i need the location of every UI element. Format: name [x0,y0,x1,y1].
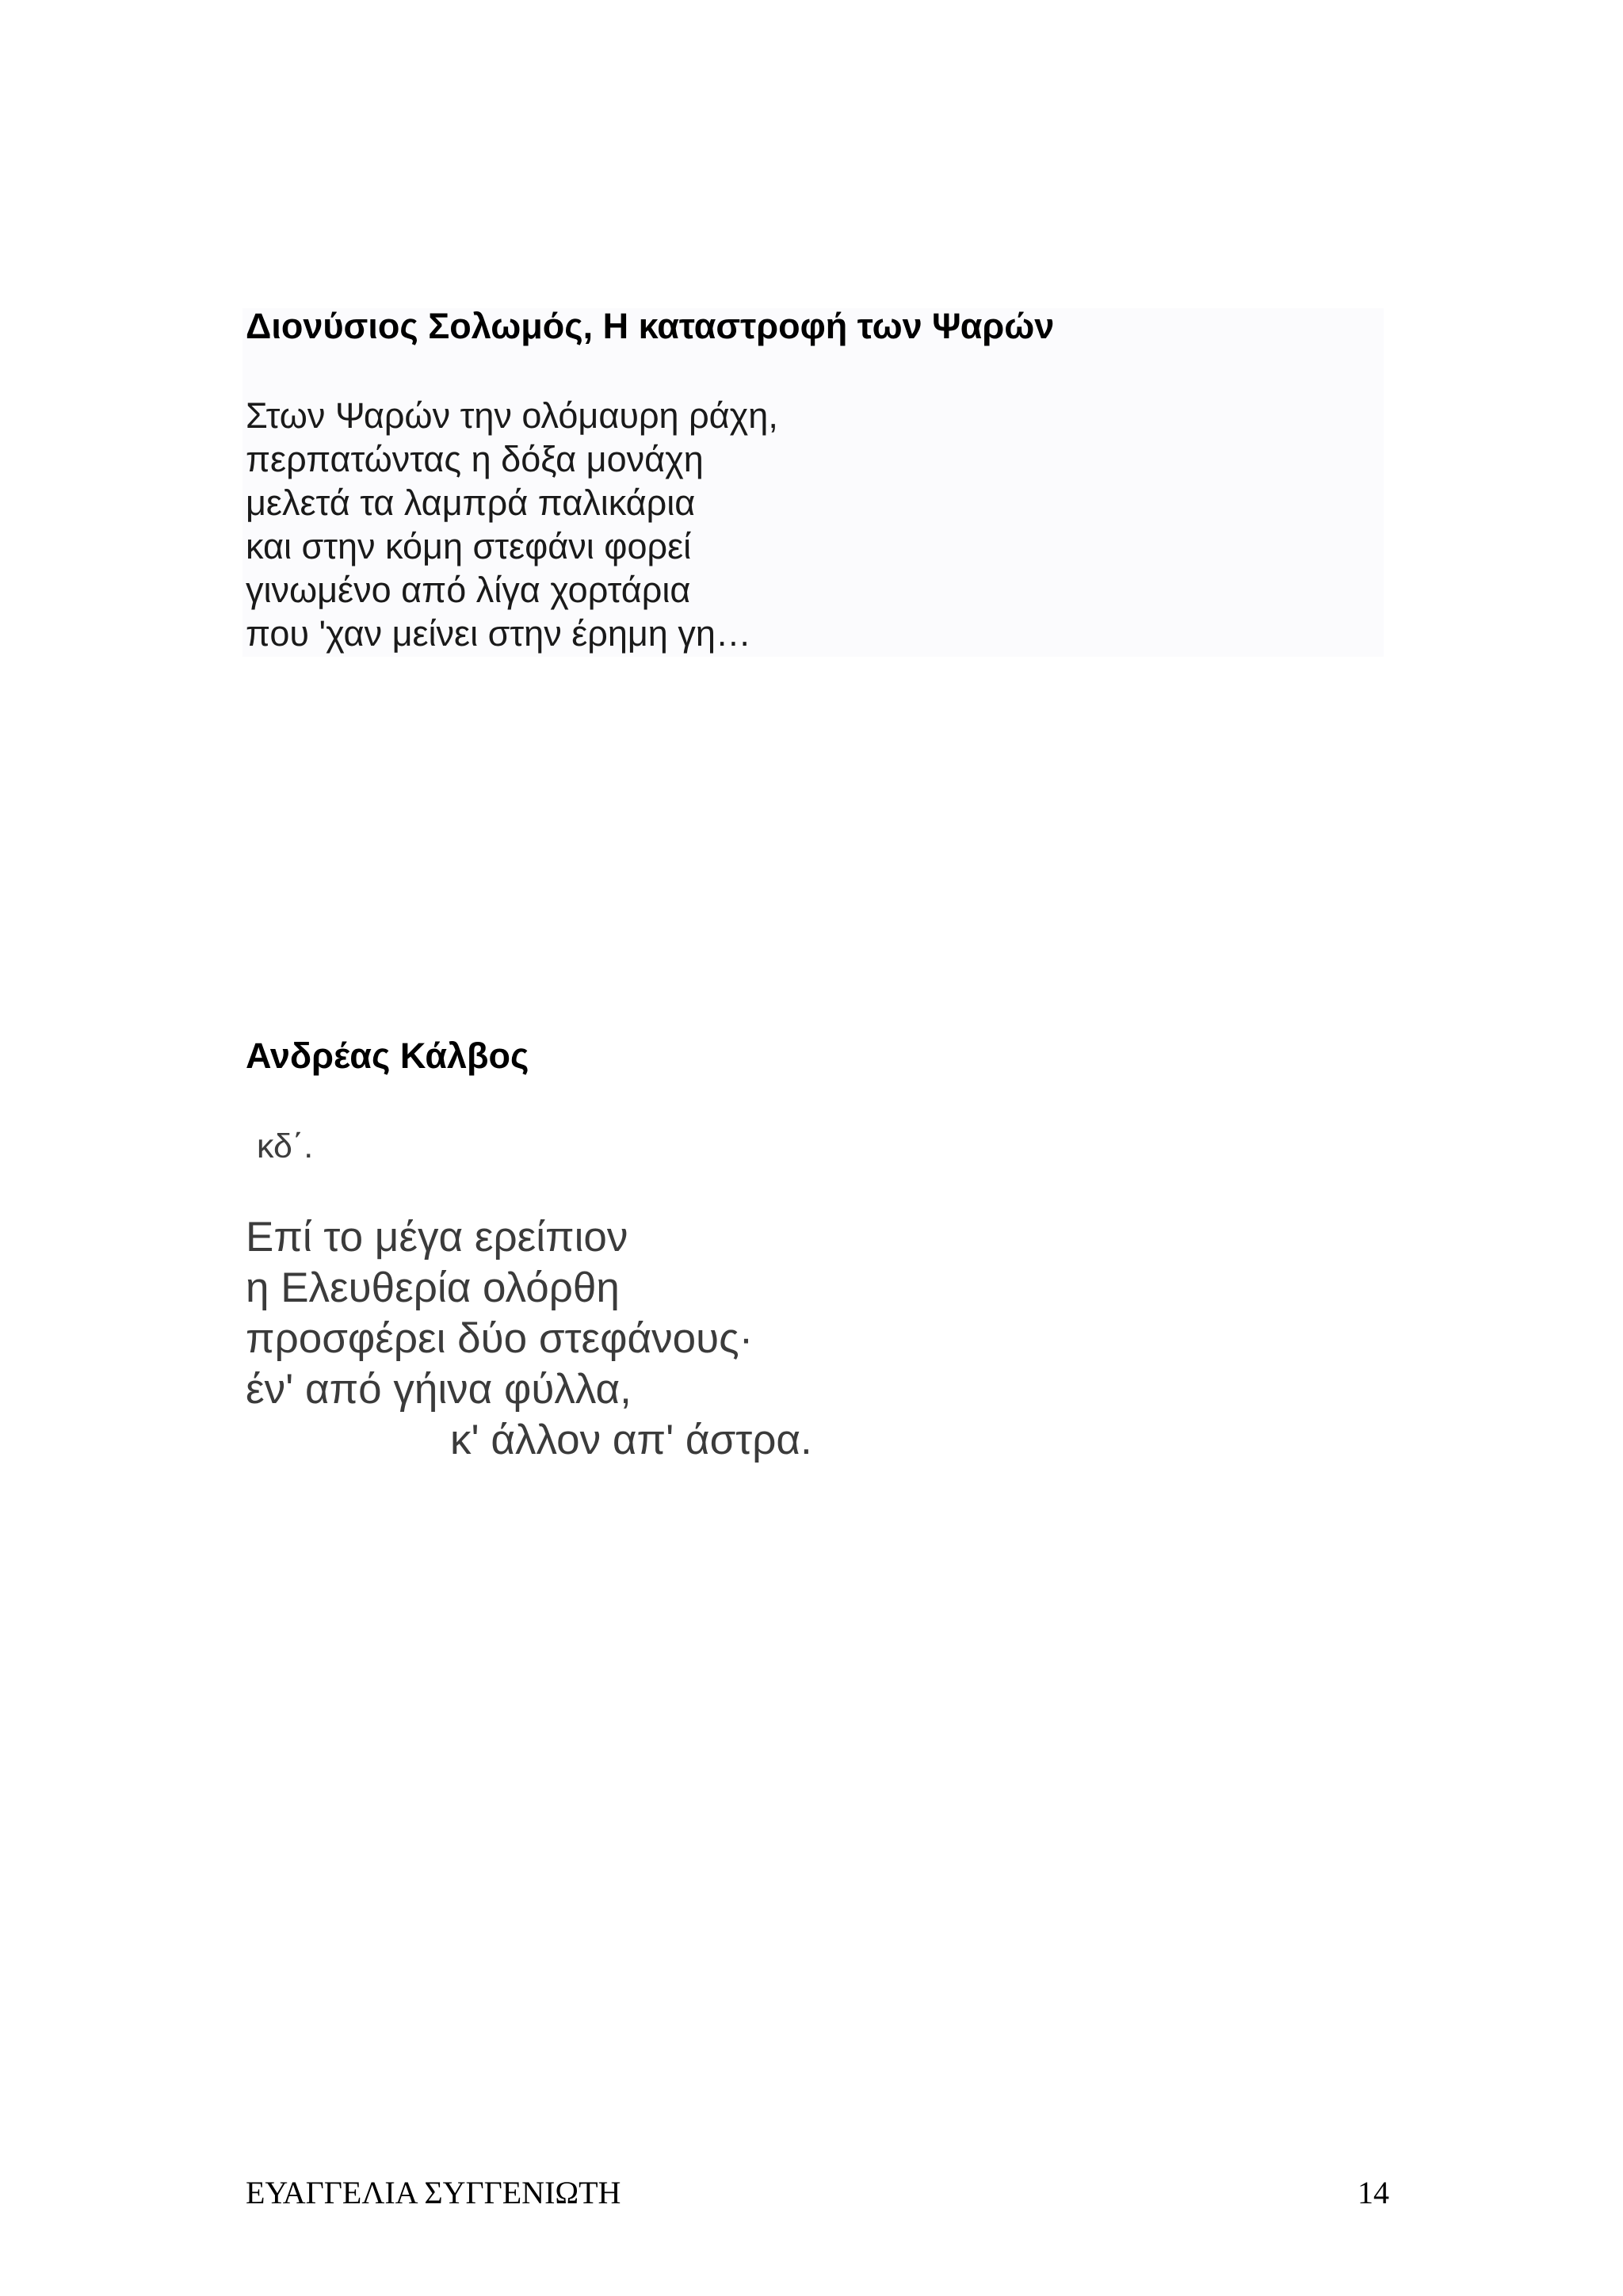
poem-line: κ' άλλον απ' άστρα. [450,1417,812,1463]
poem-line: Επί το μέγα ερείπιον [246,1214,628,1261]
poem-line: η Ελευθερία ολόρθη [246,1264,620,1311]
poem-line: Στων Ψαρών την ολόμαυρη ράχη, [246,395,778,436]
section-heading-kalvos: Ανδρέας Κάλβος [246,1035,529,1076]
footer-author: ΕΥΑΓΓΕΛΙΑ ΣΥΓΓΕΝΙΩΤΗ [246,2175,621,2210]
poem-solomos [246,394,778,655]
page-footer [246,2174,1389,2214]
poem-line: γινωμένο από λίγα χορτάρια [246,570,691,610]
solomos-excerpt [242,308,1384,657]
page-number: 14 [1358,2175,1389,2210]
poem-line: και στην κόμη στεφάνι φορεί [246,526,692,566]
section-heading-solomos: Διονύσιος Σολωμός, Η καταστροφή των Ψαρών [246,306,1055,346]
poem-line: που 'χαν μείνει στην έρημη γη… [246,613,751,654]
poem-kalvos [246,1212,812,1466]
ode-number: κδ΄. [257,1127,314,1165]
poem-line: προσφέρει δύο στεφάνους· [246,1315,754,1362]
poem-line: μελετά τα λαμπρά παλικάρια [246,482,696,523]
kalvos-excerpt [242,1035,1384,1482]
poem-line: περπατώντας η δόξα μονάχη [246,439,704,479]
poem-line: έν' από γήινα φύλλα, [246,1366,632,1413]
